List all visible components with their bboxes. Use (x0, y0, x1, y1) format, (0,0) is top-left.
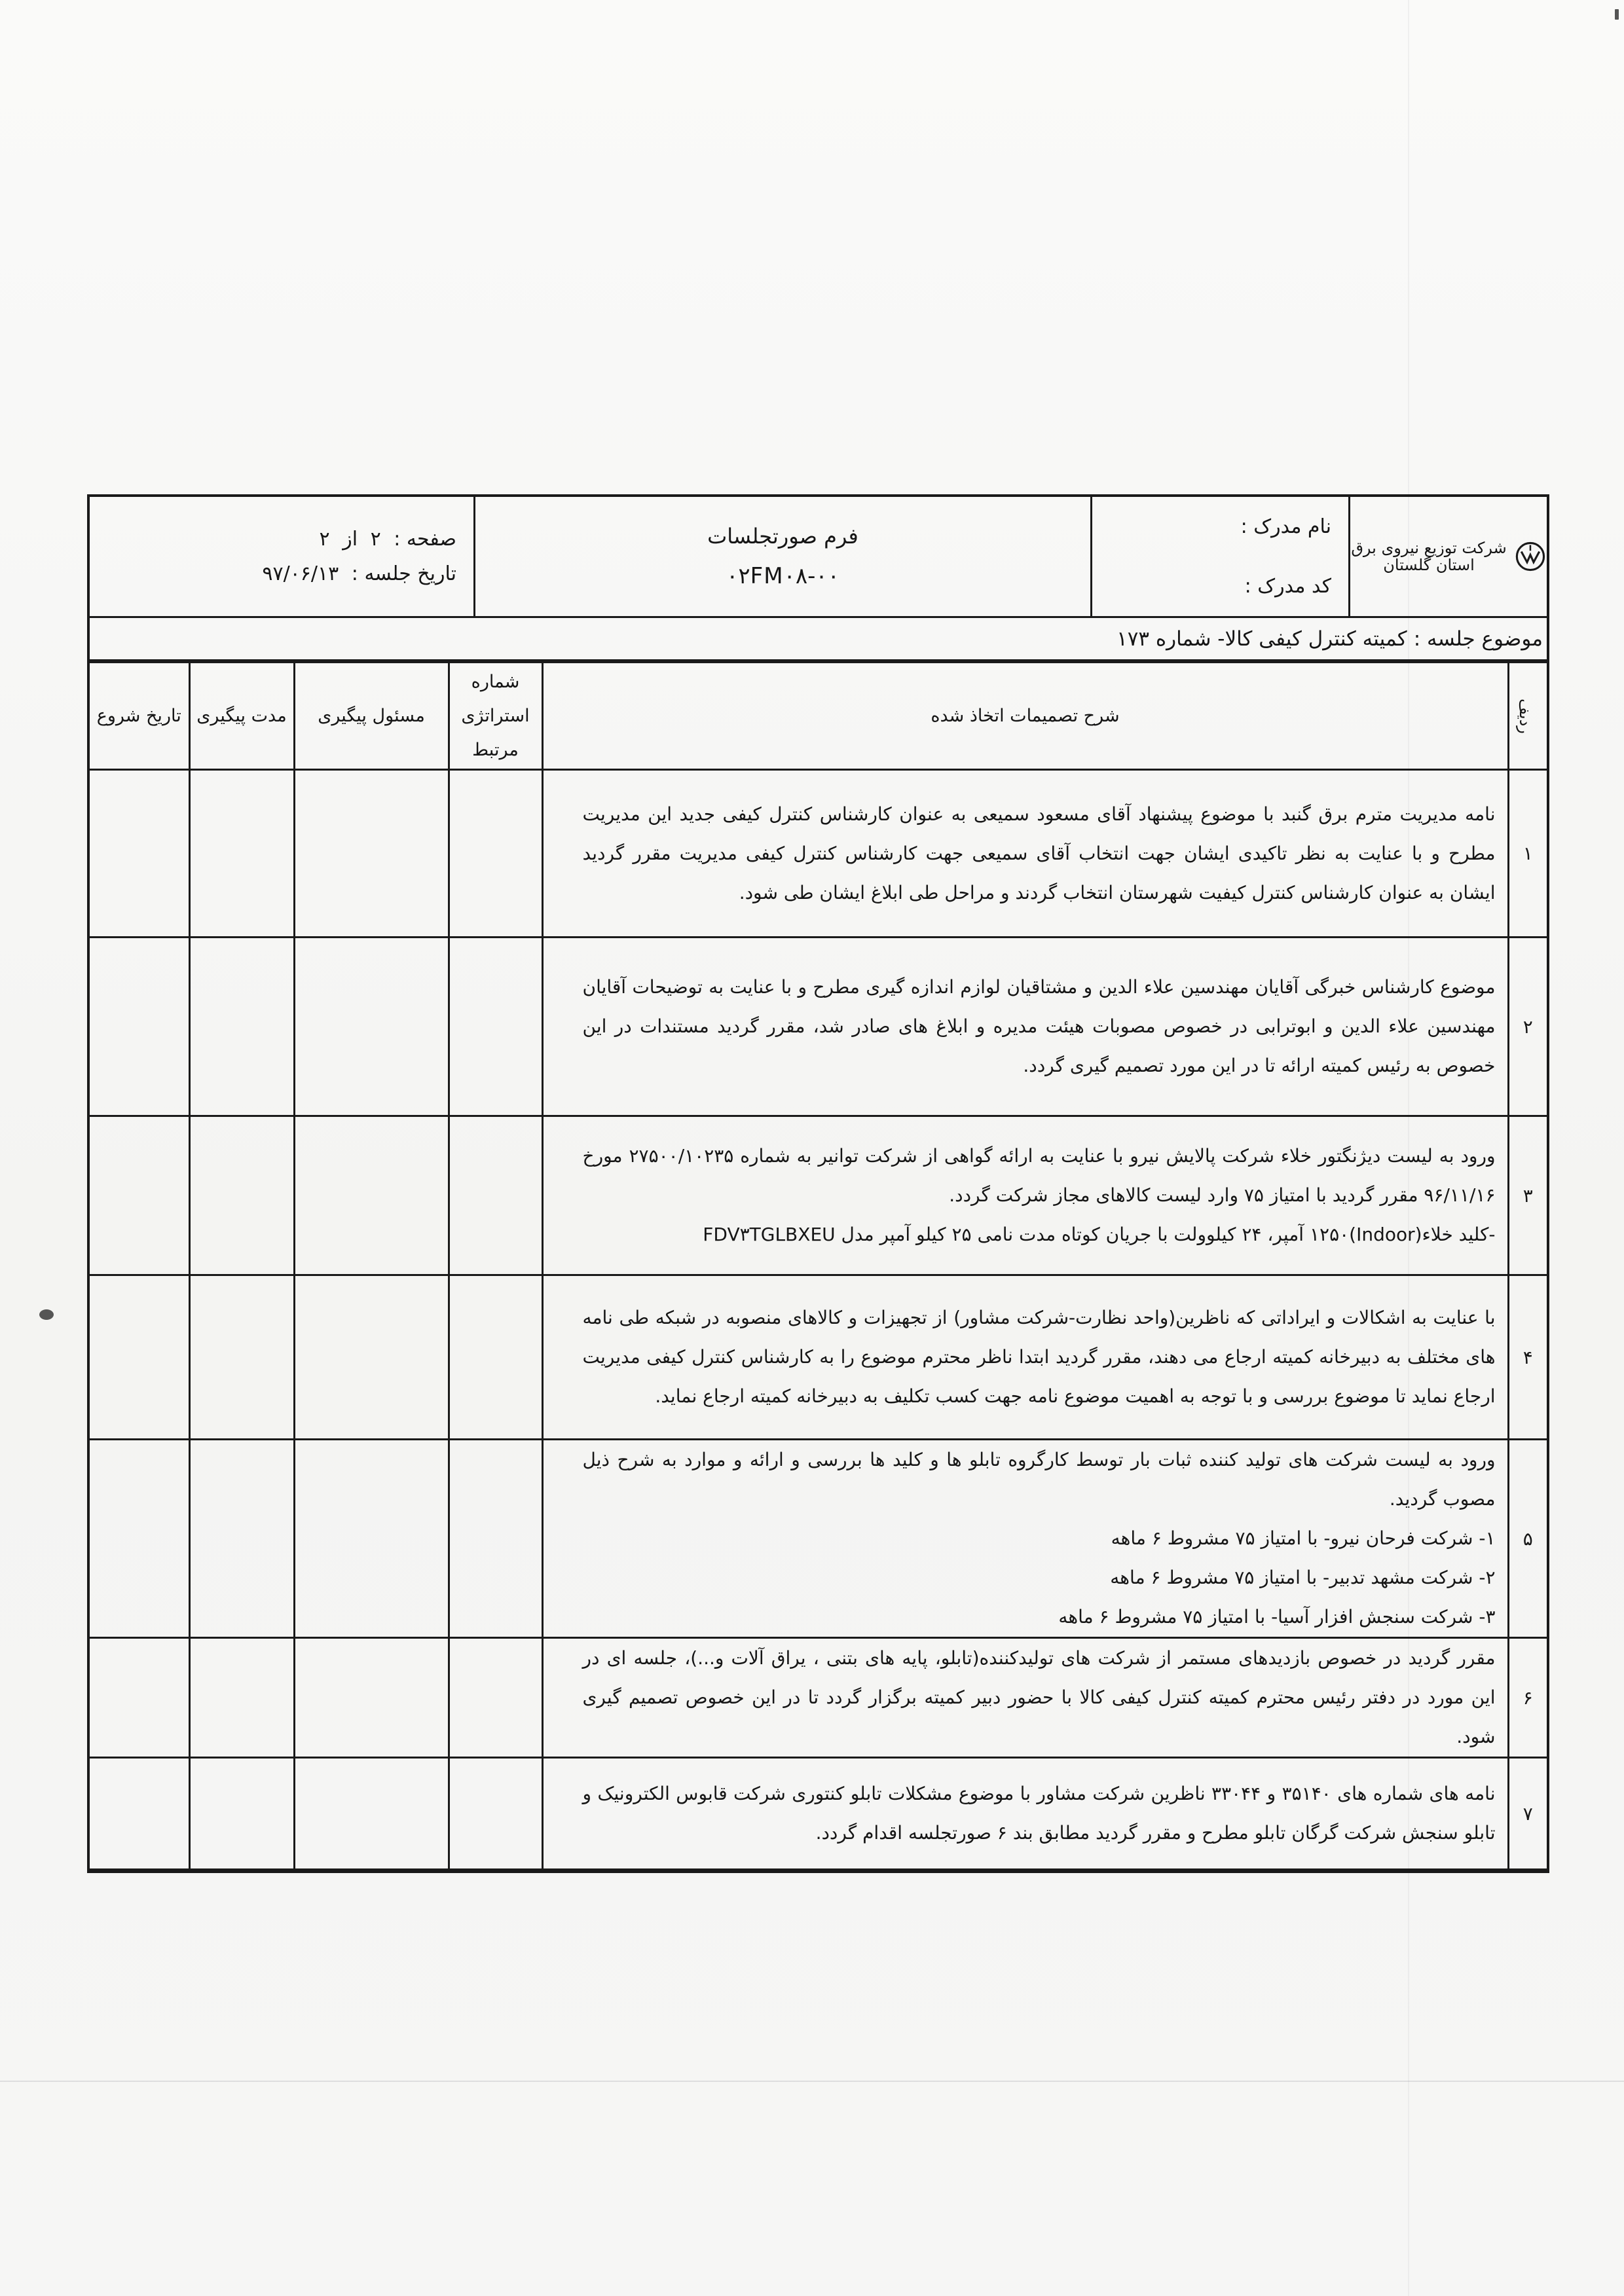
meeting-date-value: ۹۷/۰۶/۱۳ (262, 562, 339, 585)
row-number: ۷ (1508, 1758, 1547, 1870)
description-line: ۱- شرکت فرحان نیرو- با امتیاز ۷۵ مشروط ۶ ماهه (1111, 1527, 1496, 1549)
decision-row (90, 770, 1547, 938)
description-line: -کلید خلاء(Indoor)۱۲۵۰ آمپر، ۲۴ کیلوولت با جریان کوتاه مدت نامی ۲۵ کیلو آمپر مدل FDV۳TGLBXEU (703, 1224, 1496, 1245)
decision-description (542, 1758, 1508, 1870)
row-number: ۱ (1508, 770, 1547, 938)
decisions-table (90, 661, 1547, 1870)
decision-description (542, 1440, 1508, 1638)
header-start-date: تاریخ شروع (90, 663, 189, 770)
doc-code-label: کد مدرک : (1244, 575, 1331, 598)
responsible-cell (294, 1275, 449, 1440)
scan-speck (39, 1309, 54, 1320)
description-line: مقرر گردید در خصوص بازدیدهای مستمر از شرکت های تولیدکننده(تابلو، پایه های بتنی ، یراق آلات و...)، جلسه ای در این مورد در دفتر رئیس محترم کمیته کنترل کیفی کالا با حضور دبیر کمیته برگزار گردد تا در این خصوص تصمیم گیری شود. (582, 1647, 1496, 1747)
description-line: ورود به لیست دیژنگتور خلاء شرکت پالایش نیرو با عنایت به ارائه گواهی از شرکت توانیر به شماره ۲۷۵۰۰/۱۰۲۳۵ مورخ ۹۶/۱۱/۱۶ مقرر گردید با امتیاز ۷۵ وارد لیست کالاهای مجاز شرکت گردد. (582, 1145, 1496, 1206)
decision-description (542, 1638, 1508, 1758)
strategy-cell (449, 1116, 542, 1275)
description-line: موضوع کارشناس خبرگی آقایان مهندسین علاء الدین و مشتاقیان لوازم اندازه گیری مطرح و با عنایت به توضیحات آقایان مهندسین علاء الدین و ابوترابی در خصوص مصوبات هیئت مدیره و ابلاغ های صادر شد، مقرر گردید مستندات در این خصوص به رئیس کمیته ارائه تا در این مورد تصمیم گیری گردد. (582, 976, 1496, 1076)
decision-description (542, 770, 1508, 938)
row-number: ۵ (1508, 1440, 1547, 1638)
responsible-cell (294, 770, 449, 938)
responsible-cell (294, 938, 449, 1116)
form-title: فرم صورتجلسات (707, 524, 858, 549)
strategy-cell (449, 1440, 542, 1638)
decision-row (90, 1116, 1547, 1275)
header-description: شرح تصمیمات اتخاذ شده (542, 663, 1508, 770)
responsible-cell (294, 1638, 449, 1758)
decision-row (90, 938, 1547, 1116)
strategy-cell (449, 770, 542, 938)
strategy-cell (449, 1638, 542, 1758)
description-line: نامه های شماره های ۳۵۱۴۰ و ۳۳۰۴۴ ناظرین شرکت مشاور با موضوع مشکلات تابلو کنتوری شرکت قابوس الکترونیک و تابلو سنجش شرکت گرگان تابلو مطرح و مقرر گردید مطابق بند ۶ صورتجلسه اقدام گردد. (582, 1783, 1496, 1844)
decision-description (542, 1116, 1508, 1275)
description-line: ۲- شرکت مشهد تدبیر- با امتیاز ۷۵ مشروط ۶ ماهه (1110, 1567, 1496, 1588)
form-header (90, 497, 1547, 618)
decision-row (90, 1275, 1547, 1440)
description-line: نامه مدیریت مترم برق گنبد با موضوع پیشنهاد آقای مسعود سمیعی به عنوان کارشناس کنترل کیفی جدید این مدیریت مطرح و با عنایت به نظر تاکیدی ایشان جهت انتخاب آقای سمیعی جهت کارشناس کنترل کیفی مدیریت مقرر گردید ایشان به عنوان کارشناس کنترل کیفیت شهرستان انتخاب گردند و مراحل طی ابلاغ ایشان طی شود. (582, 803, 1496, 903)
description-line: با عنایت به اشکالات و ایراداتی که ناظرین(واحد نظارت-شرکت مشاور) از تجهیزات و کالاهای منصوبه در شبکه طی نامه های مختلف به دبیرخانه کمیته ارجاع می دهند، مقرر گردید ابتدا ناظر محترم موضوع را به کارشناس کنترل کیفی مدیریت ارجاع نماید تا موضوع بررسی و با توجه به اهمیت موضوع نامه جهت کسب تکلیف به دبیرخانه کمیته ارجاع نماید. (582, 1307, 1496, 1407)
doc-name-label: نام مدرک : (1240, 515, 1331, 538)
duration-cell (189, 1275, 294, 1440)
responsible-cell (294, 1758, 449, 1870)
strategy-cell (449, 1275, 542, 1440)
table-header-row (90, 663, 1547, 770)
decision-row (90, 1440, 1547, 1638)
duration-cell (189, 770, 294, 938)
page-indicator (90, 528, 456, 551)
paper-fold (0, 2081, 1624, 2082)
start-date-cell (90, 1440, 189, 1638)
start-date-cell (90, 1758, 189, 1870)
topic-value: کمیته کنترل کیفی کالا- شماره ۱۷۳ (1116, 627, 1407, 651)
row-number: ۴ (1508, 1275, 1547, 1440)
company-logo-icon (1514, 530, 1547, 583)
scan-mark (1615, 9, 1619, 20)
header-strategy-no: شماره استراتژی مرتبط (449, 663, 542, 770)
start-date-cell (90, 1275, 189, 1440)
header-row-no: ردیف (1508, 663, 1547, 770)
meeting-date (90, 562, 456, 585)
meeting-minutes-form (87, 494, 1549, 1873)
responsible-cell (294, 1116, 449, 1275)
responsible-cell (294, 1440, 449, 1638)
document-identifiers (1090, 497, 1348, 616)
row-number: ۳ (1508, 1116, 1547, 1275)
description-line: ۳- شرکت سنجش افزار آسیا- با امتیاز ۷۵ مشروط ۶ ماهه (1058, 1606, 1496, 1628)
meeting-date-label: تاریخ جلسه : (351, 562, 456, 585)
header-responsible: مسئول پیگیری (294, 663, 449, 770)
row-number: ۶ (1508, 1638, 1547, 1758)
decision-row (90, 1638, 1547, 1758)
duration-cell (189, 1116, 294, 1275)
page-label: صفحه : (394, 528, 456, 551)
duration-cell (189, 1638, 294, 1758)
decision-row (90, 1758, 1547, 1870)
description-line: ورود به لیست شرکت های تولید کننده ثبات بار توسط کارگروه تابلو ها و کلید ها بررسی و ارائه و موارد به شرح ذیل مصوب گردید. (582, 1449, 1496, 1510)
start-date-cell (90, 1638, 189, 1758)
decision-description (542, 1275, 1508, 1440)
start-date-cell (90, 770, 189, 938)
company-name: شرکت توزیع نیروی برق استان گلستان (1351, 539, 1507, 574)
strategy-cell (449, 938, 542, 1116)
start-date-cell (90, 1116, 189, 1275)
duration-cell (189, 1440, 294, 1638)
header-duration: مدت پیگیری (189, 663, 294, 770)
duration-cell (189, 938, 294, 1116)
form-title-cell (473, 497, 1090, 616)
form-code: ۰۲FM۰۸-۰۰ (726, 563, 840, 589)
company-logo-cell (1348, 497, 1547, 616)
row-number: ۲ (1508, 938, 1547, 1116)
page-total: ۲ (319, 528, 330, 551)
decision-description (542, 938, 1508, 1116)
topic-label: موضوع جلسه : (1413, 627, 1543, 651)
page-meta-cell (90, 497, 473, 616)
strategy-cell (449, 1758, 542, 1870)
duration-cell (189, 1758, 294, 1870)
meeting-topic (90, 618, 1547, 661)
page-of-label: از (342, 528, 358, 551)
page-number: ۲ (370, 528, 381, 551)
start-date-cell (90, 938, 189, 1116)
